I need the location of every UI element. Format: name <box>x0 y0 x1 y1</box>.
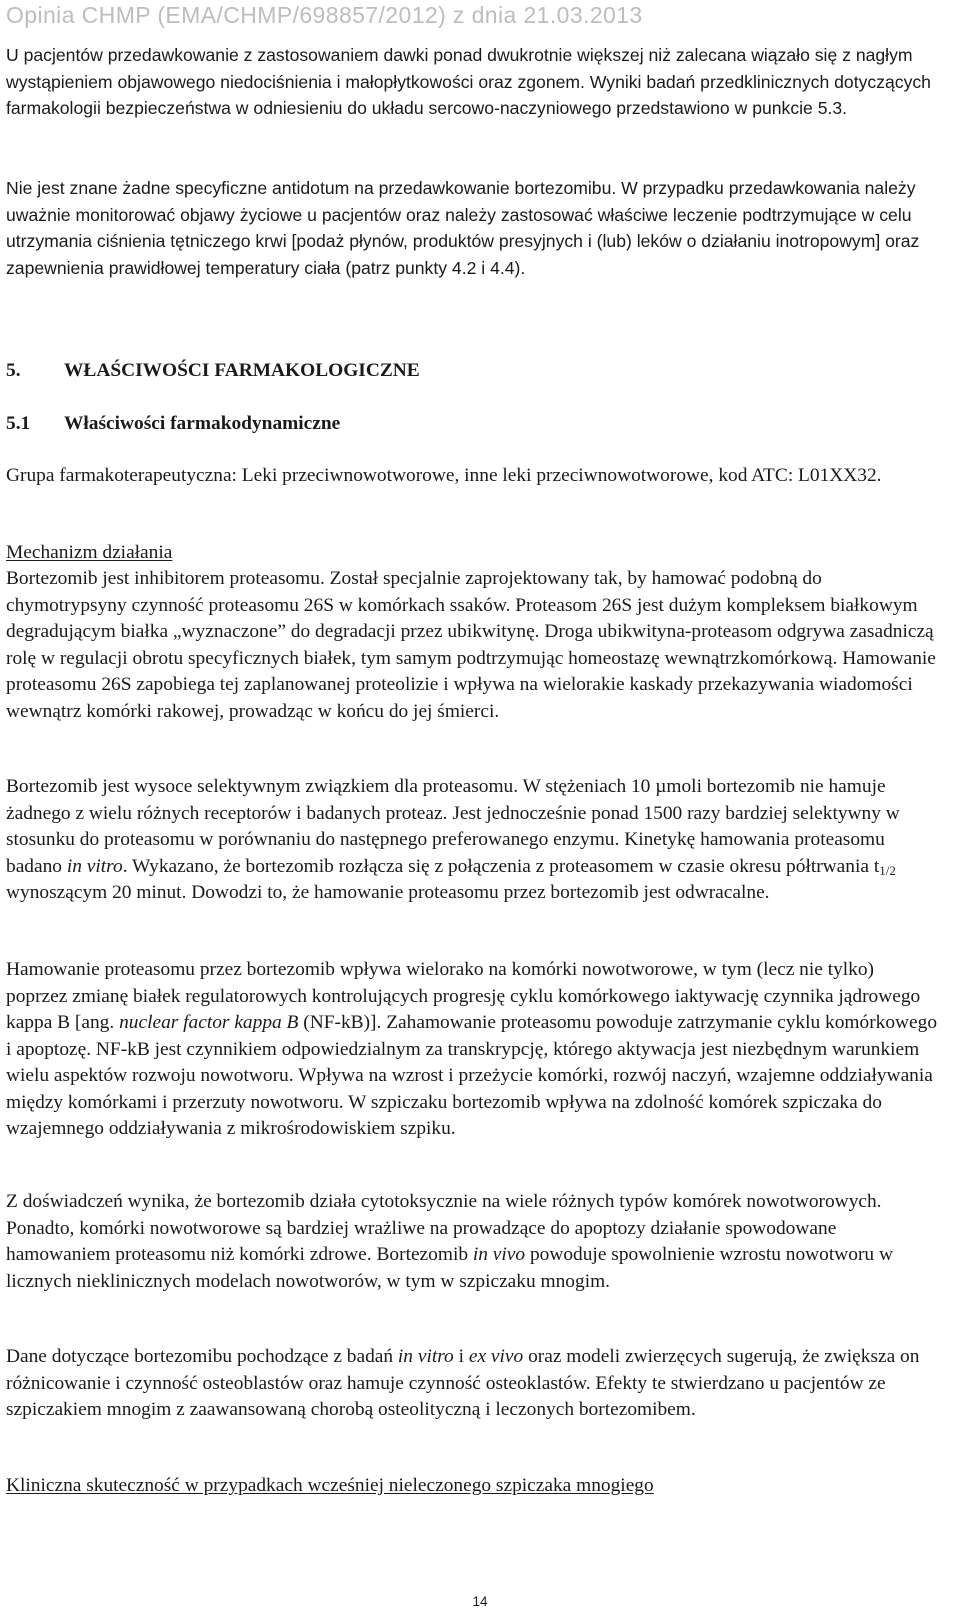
clinical-efficacy-heading: Kliniczna skuteczność w przypadkach wcześniej nieleczonego szpiczaka mnogiego <box>6 1475 654 1496</box>
bone-text-2: i <box>453 1346 469 1367</box>
section-5-title: WŁAŚCIWOŚCI FARMAKOLOGICZNE <box>64 360 420 381</box>
mechanism-heading: Mechanizm działania <box>6 542 173 563</box>
nfkb-paragraph <box>6 957 938 1143</box>
selectivity-paragraph <box>6 774 938 907</box>
cytotox-italic-in-vivo: in vivo <box>472 1244 526 1265</box>
bone-italic-ex-vivo: ex vivo <box>468 1346 524 1367</box>
selectivity-italic-in-vitro: in vitro <box>66 855 123 877</box>
nfkb-italic: nuclear factor kappa B <box>119 1012 299 1033</box>
section-5-heading <box>6 358 420 384</box>
selectivity-text-3: wynoszącym 20 minut. Dowodzi to, że hamowanie proteasomu przez bortezomib jest odwracalne. <box>6 882 770 903</box>
page-number: 14 <box>472 1594 488 1609</box>
cytotox-text-1: Z doświadczeń wynika, że bortezomib działa cytotoksycznie na wiele różnych typów komórek nowotworowych. Ponadto, komórki nowotworowe są bardziej wrażliwe na prowadzące do apoptozy działanie spowodowane hamowaniem proteasomu niż komórki zdrowe. Bortezomib <box>6 1191 882 1265</box>
overdose-paragraph-1: U pacjentów przedawkowanie z zastosowaniem dawki ponad dwukrotnie większej niż zalecana wiązało się z nagłym wystąpieniem objawowego niedociśnienia i małopłytkowości oraz zgonem. Wyniki badań przedklinicznych dotyczących farmakologii bezpieczeństwa w odniesieniu do układu sercowo-naczyniowego przedstawiono w punkcie 5.3. <box>6 45 931 118</box>
half-life-subscript: 1/2 <box>879 862 896 878</box>
selectivity-text-1: Bortezomib jest wysoce selektywnym związkiem dla proteasomu. W stężeniach 10 µmoli bortezomib nie hamuje żadnego z wielu różnych receptorów i badanych proteaz. Jest jednocześnie ponad 1500 razy bardziej selektywny w stosunku do proteasomu w porównaniu do następnego preferowanego enzymu. Kinetykę hamowania proteasomu badano <box>6 776 900 877</box>
section-5-1-title: Właściwości farmakodynamiczne <box>64 413 341 434</box>
document-watermark: Opinia CHMP (EMA/CHMP/698857/2012) z dnia 21.03.2013 <box>6 2 643 28</box>
section-5-number: 5. <box>6 360 21 381</box>
bone-text-3: oraz modeli zwierzęcych sugerują, że zwiększa on różnicowanie i czynność osteoblastów oraz hamuje czynność osteoklastów. Efekty te stwierdzano u pacjentów ze szpiczakiem mnogim z zaawansowaną chorobą osteolityczną i leczonych bortezomibem. <box>6 1346 920 1420</box>
bone-text-1: Dane dotyczące bortezomibu pochodzące z badań <box>6 1346 398 1367</box>
atc-paragraph: Grupa farmakoterapeutyczna: Leki przeciwnowotworowe, inne leki przeciwnowotworowe, kod ATC: L01XX32. <box>6 465 882 486</box>
section-5-1-number: 5.1 <box>6 413 31 434</box>
bone-paragraph <box>6 1344 938 1424</box>
cytotox-text-2: powoduje spowolnienie wzrostu nowotworu w licznych nieklinicznych modelach nowotworów, w tym w szpiczaku mnogim. <box>6 1244 893 1292</box>
overdose-paragraph-2: Nie jest znane żadne specyficzne antidotum na przedawkowanie bortezomibu. W przypadku przedawkowania należy uważnie monitorować objawy życiowe u pacjentów oraz należy zastosować właściwe leczenie podtrzymujące w celu utrzymania ciśnienia tętniczego krwi [podaż płynów, produktów presyjnych i (lub) leków o działaniu inotropowym] oraz zapewnienia prawidłowej temperatury ciała (patrz punkty 4.2 i 4.4). <box>6 178 920 278</box>
mechanism-paragraph: Bortezomib jest inhibitorem proteasomu. Został specjalnie zaprojektowany tak, by hamować podobną do chymotrypsyny czynność proteasomu 26S w komórkach ssaków. Proteasom 26S jest dużym kompleksem białkowym degradującym białka „wyznaczone” do degradacji przez ubikwitynę. Droga ubikwityna-proteasom odgrywa zasadniczą rolę w regulacji obrotu specyficznych białek, tym samym podtrzymując homeostazę wewnątrzkomórkową. Hamowanie proteasomu 26S zapobiega tej zaplanowanej proteolizie i wpływa na wielorakie kaskady przekazywania wiadomości wewnątrz komórki rakowej, prowadząc w końcu do jej śmierci. <box>6 568 936 722</box>
bone-italic-in-vitro: in vitro <box>397 1346 454 1367</box>
section-5-1-heading <box>6 411 340 437</box>
nfkb-text-2: (NF-kB)]. Zahamowanie proteasomu powoduje zatrzymanie cyklu komórkowego i apoptozę. NF-kB jest czynnikiem odpowiedzialnym za transkrypcję, którego aktywacja jest niezbędnym warunkiem wielu aspektów rozwoju nowotworu. Wpływa na wzrost i przeżycie komórki, rozwój naczyń, wzajemne oddziaływania między komórkami i przerzuty nowotworu. W szpiczaku bortezomib wpływa na zdolność komórek szpiczaka do wzajemnego oddziaływania z mikrośrodowiskiem szpiku. <box>6 1012 938 1139</box>
selectivity-text-2: . Wykazano, że bortezomib rozłącza się z połączenia z proteasomem w czasie okresu półtrwania t <box>122 855 880 877</box>
nfkb-text-1: Hamowanie proteasomu przez bortezomib wpływa wielorako na komórki nowotworowe, w tym (lecz nie tylko) poprzez zmianę białek regulatorowych kontrolujących progresję cyklu komórkowego iaktywację czynnika jądrowego kappa B [ang. <box>6 959 921 1033</box>
cytotoxicity-paragraph <box>6 1189 938 1295</box>
